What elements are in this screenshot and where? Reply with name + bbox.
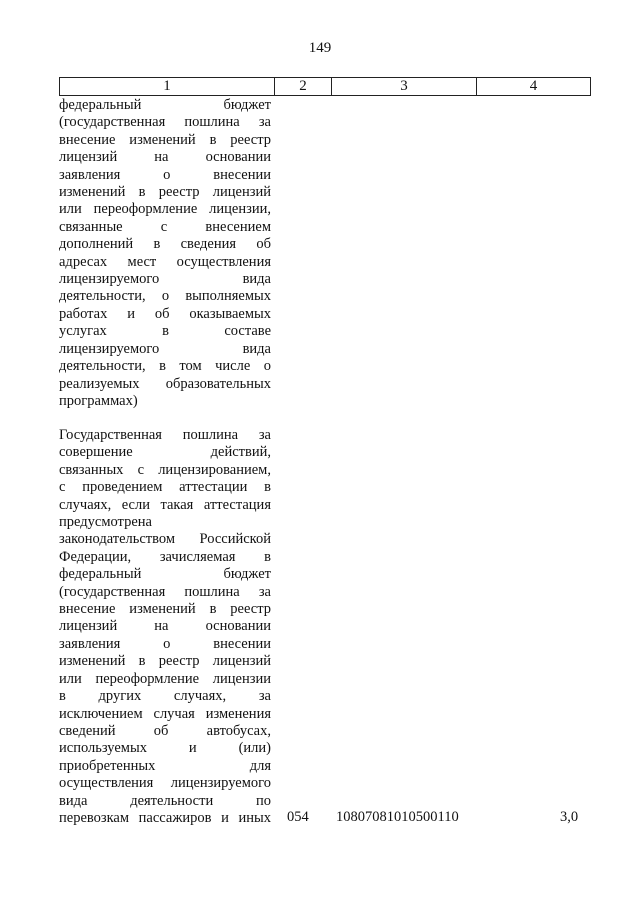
income-description-continued [59,97,271,410]
income-description-state-duty [59,427,271,827]
column-header-table [59,77,591,96]
text-line: лицензируемого вида [59,340,271,357]
text-line: в других случаях, за [59,688,271,705]
text-line: или переоформление лицензии [59,670,271,687]
text-line: Государственная пошлина за [59,427,271,443]
text-line: адресах мест осуществления [59,253,271,270]
text-line: изменений в реестр лицензий [59,184,271,201]
text-line: осуществления лицензируемого [59,775,271,792]
text-line: лицензируемого вида [59,271,271,288]
text-line: лицензий на основании [59,149,271,166]
text-line: случаях, если такая аттестация [59,496,271,513]
column-header-2: 2 [275,78,332,96]
text-line: работах и об оказываемых [59,305,271,322]
text-line: связанных с лицензированием, [59,461,271,478]
amount-value: 3,0 [560,809,579,825]
budget-classification-code: 10807081010500110 [336,809,459,825]
text-line: услугах в составе [59,323,271,340]
text-line: предусмотрена [59,514,152,531]
text-line: дополнений в сведения об [59,236,271,253]
administrator-code: 054 [287,809,309,825]
column-header-4: 4 [477,78,591,96]
text-line: внесение изменений в реестр [59,601,271,618]
text-line: программах) [59,392,138,409]
column-header-3: 3 [332,78,477,96]
text-line: реализуемых образовательных [59,375,271,392]
text-line: связанные с внесением [59,218,271,235]
text-line: (государственная пошлина за [59,583,271,600]
text-line: совершение действий, [59,444,271,461]
text-line: с проведением аттестации в [59,479,271,496]
text-line: законодательством Российской [59,531,271,548]
text-line: или переоформление лицензии, [59,201,271,218]
text-line: лицензий на основании [59,618,271,635]
text-line: (государственная пошлина за [59,114,271,131]
text-line: деятельности, в том числе о [59,358,271,375]
text-line: вида деятельности по [59,792,271,809]
text-line: исключением случая изменения [59,705,271,722]
text-line: федеральный бюджет [59,97,271,113]
text-line: приобретенных для [59,757,271,774]
text-line: федеральный бюджет [59,566,271,583]
text-line: заявления о внесении [59,166,271,183]
column-header-1: 1 [60,78,275,96]
text-line: заявления о внесении [59,635,271,652]
text-line: сведений об автобусах, [59,722,271,739]
text-line: деятельности, о выполняемых [59,288,271,305]
text-line: Федерации, зачисляемая в [59,548,271,565]
text-line: изменений в реестр лицензий [59,653,271,670]
text-line: внесение изменений в реестр [59,131,271,148]
page-number: 149 [308,40,332,56]
text-line: используемых и (или) [59,740,271,757]
text-line: перевозкам пассажиров и иных [59,809,271,826]
column-header-row [60,78,591,96]
